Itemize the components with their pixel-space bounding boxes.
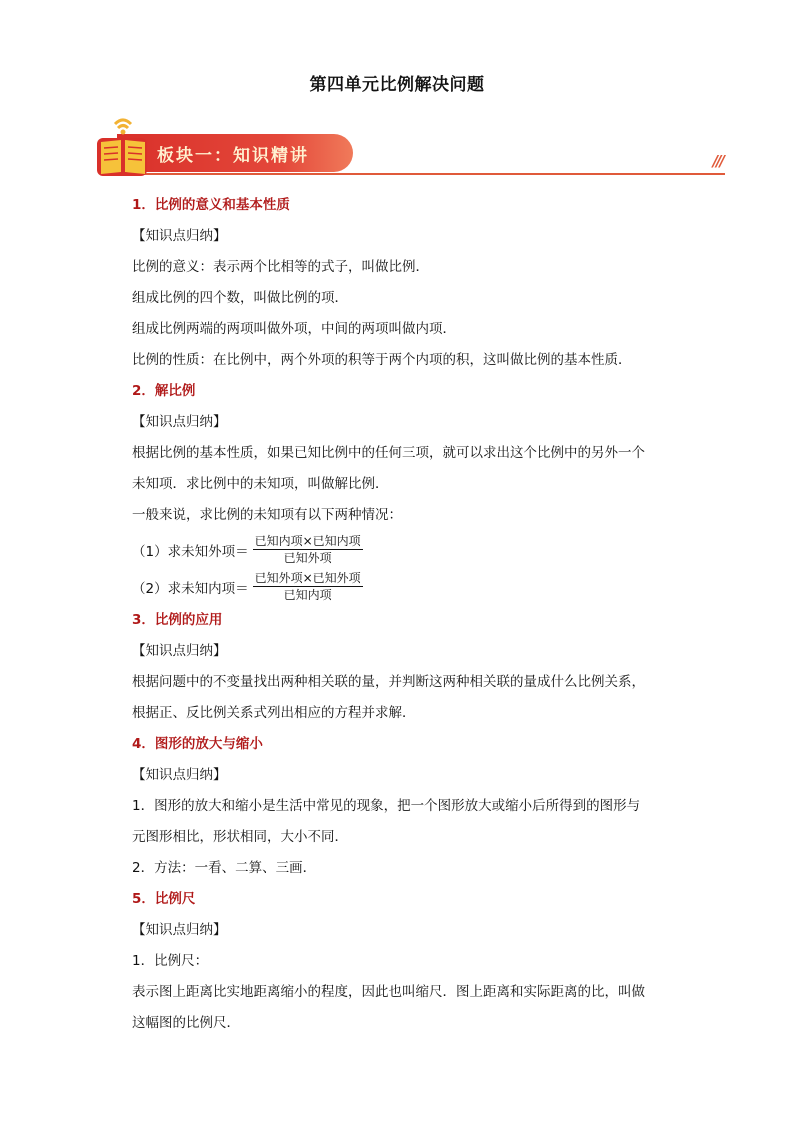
section-heading: 4．图形的放大与缩小 [132, 736, 263, 752]
knowledge-tag: 【知识点归纳】 [132, 643, 227, 659]
formula-label: （2）求未知内项＝ [132, 580, 249, 597]
knowledge-tag: 【知识点归纳】 [132, 414, 227, 430]
section-banner [95, 112, 725, 178]
paragraph-line: 根据比例的基本性质，如果已知比例中的任何三项，就可以求出这个比例中的另外一个 [132, 445, 645, 461]
formula-label: （1）求未知外项＝ [132, 543, 249, 560]
content [132, 190, 692, 1039]
section-heading: 3．比例的应用 [132, 612, 223, 628]
fraction-denominator: 已知内项 [283, 588, 332, 602]
fraction-numerator: 已知内项×已知内项 [254, 534, 361, 548]
section-heading: 5．比例尺 [132, 891, 196, 907]
paragraph-line: 1．图形的放大和缩小是生活中常见的现象，把一个图形放大或缩小后所得到的图形与 [132, 798, 641, 814]
knowledge-tag: 【知识点归纳】 [132, 922, 227, 938]
paragraph-line: 组成比例两端的两项叫做外项，中间的两项叫做内项． [132, 321, 456, 337]
section-heading: 1．比例的意义和基本性质 [132, 197, 290, 213]
paragraph-line: 根据正、反比例关系式列出相应的方程并求解． [132, 705, 416, 721]
paragraph-line: 比例的意义：表示两个比相等的式子，叫做比例． [132, 259, 429, 275]
banner-slashes: /// [712, 152, 723, 170]
fraction-denominator: 已知外项 [283, 551, 332, 565]
fraction [253, 533, 363, 566]
knowledge-tag: 【知识点归纳】 [132, 767, 227, 783]
paragraph-line: 根据问题中的不变量找出两种相关联的量，并判断这两种相关联的量成什么比例关系， [132, 674, 645, 690]
section-heading: 2．解比例 [132, 383, 196, 399]
page-title: 第四单元比例解决问题 [309, 75, 485, 95]
paragraph-line: 组成比例的四个数，叫做比例的项． [132, 290, 348, 306]
banner-rule [135, 173, 725, 175]
paragraph-line: 未知项．求比例中的未知项，叫做解比例． [132, 476, 389, 492]
fraction [253, 570, 363, 603]
paragraph-line: 一般来说，求比例的未知项有以下两种情况： [132, 507, 402, 523]
paragraph-line: 元图形相比，形状相同，大小不同． [132, 829, 348, 845]
paragraph-line: 1．比例尺： [132, 953, 209, 969]
paragraph-line: 这幅图的比例尺． [132, 1015, 240, 1031]
formula-outer-term [132, 531, 692, 568]
formula-inner-term [132, 568, 692, 605]
banner-label: 板块一：知识精讲 [157, 146, 309, 166]
paragraph-line: 比例的性质：在比例中，两个外项的积等于两个内项的积，这叫做比例的基本性质． [132, 352, 632, 368]
book-icon [95, 112, 151, 178]
paragraph-line: 表示图上距离比实地距离缩小的程度，因此也叫缩尺．图上距离和实际距离的比，叫做 [132, 984, 645, 1000]
fraction-numerator: 已知外项×已知外项 [254, 571, 361, 585]
knowledge-tag: 【知识点归纳】 [132, 228, 227, 244]
paragraph-line: 2．方法：一看、二算、三画． [132, 860, 317, 876]
